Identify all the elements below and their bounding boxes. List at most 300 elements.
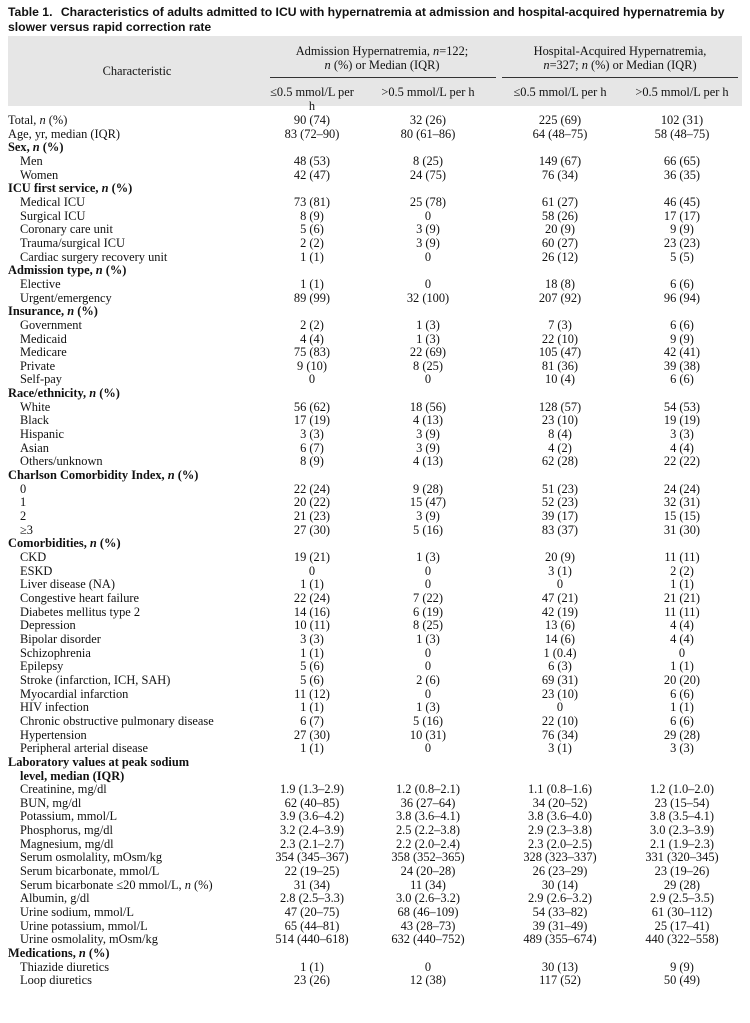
table-row bbox=[8, 210, 742, 224]
cell-admission-slow: 4 (4) bbox=[300, 331, 324, 346]
table-row bbox=[8, 974, 742, 988]
cell-hospital-slow: 39 (31–49) bbox=[532, 918, 588, 933]
row-label: Men bbox=[20, 154, 43, 168]
row-label: Medical ICU bbox=[20, 195, 86, 209]
cell-hospital-slow: 225 (69) bbox=[538, 113, 582, 127]
row-label: Charlson Comorbidity Index, n (%) bbox=[8, 469, 199, 483]
table-row bbox=[8, 264, 742, 278]
cell-hospital-slow bbox=[498, 387, 622, 401]
cell-admission-slow bbox=[266, 141, 358, 155]
cell-admission-fast: 18 (56) bbox=[409, 399, 447, 414]
row-label: Government bbox=[20, 318, 82, 332]
cell-hospital-slow: 69 (31) bbox=[541, 672, 579, 687]
cell-hospital-fast: 9 (9) bbox=[670, 959, 694, 974]
cell-hospital-fast: 29 (28) bbox=[663, 727, 701, 742]
table-row bbox=[8, 892, 742, 906]
cell-hospital-fast: 2 (2) bbox=[670, 563, 694, 578]
cell-admission-fast: 0 bbox=[424, 249, 432, 264]
cell-hospital-slow: 4 (2) bbox=[548, 440, 572, 455]
cell-admission-slow: 73 (81) bbox=[293, 194, 331, 209]
row-label: Trauma/surgical ICU bbox=[20, 236, 125, 250]
table-container bbox=[8, 3, 742, 988]
row-label: Stroke (infarction, ICH, SAH) bbox=[20, 673, 171, 687]
cell-hospital-slow: 2.3 (2.0–2.5) bbox=[527, 836, 592, 851]
cell-hospital-slow: 10 (4) bbox=[545, 372, 575, 387]
row-label: Congestive heart failure bbox=[20, 591, 140, 605]
cell-hospital-fast: 20 (20) bbox=[663, 672, 701, 687]
cell-hospital-slow: 58 (26) bbox=[541, 208, 579, 223]
cell-admission-fast bbox=[358, 756, 498, 770]
cell-admission-slow: 56 (62) bbox=[293, 399, 331, 414]
cell-admission-fast: 0 bbox=[424, 563, 432, 578]
table-row bbox=[8, 483, 742, 497]
cell-admission-slow: 1 (1) bbox=[300, 700, 324, 715]
cell-admission-slow bbox=[266, 182, 358, 196]
cell-admission-slow: 2.3 (2.1–2.7) bbox=[279, 836, 344, 851]
cell-admission-fast bbox=[358, 264, 498, 278]
cell-hospital-slow: 47 (21) bbox=[541, 590, 579, 605]
cell-admission-slow: 5 (6) bbox=[300, 222, 324, 237]
cell-admission-fast: 8 (25) bbox=[413, 618, 443, 633]
cell-admission-fast: 25 (78) bbox=[409, 194, 447, 209]
table-row bbox=[8, 319, 742, 333]
cell-admission-slow: 47 (20–75) bbox=[284, 905, 340, 920]
cell-admission-slow: 6 (7) bbox=[300, 713, 324, 728]
cell-hospital-fast: 6 (6) bbox=[670, 372, 694, 387]
cell-hospital-slow: 14 (6) bbox=[545, 631, 575, 646]
cell-hospital-slow: 207 (92) bbox=[538, 290, 582, 305]
cell-admission-fast: 24 (20–28) bbox=[400, 864, 456, 879]
row-label: Hypertension bbox=[20, 728, 87, 742]
row-label: Urine sodium, mmol/L bbox=[20, 906, 134, 920]
cell-admission-fast bbox=[358, 537, 498, 551]
cell-admission-fast: 6 (19) bbox=[413, 604, 443, 619]
cell-hospital-fast: 15 (15) bbox=[663, 509, 701, 524]
cell-hospital-fast bbox=[622, 756, 742, 770]
row-label: Elective bbox=[20, 277, 61, 291]
cell-hospital-fast bbox=[622, 947, 742, 961]
cell-hospital-fast: 1 (1) bbox=[670, 577, 694, 592]
cell-admission-slow: 22 (24) bbox=[293, 481, 331, 496]
cell-admission-slow: 354 (345–367) bbox=[275, 850, 349, 865]
table-row bbox=[8, 442, 742, 456]
table-row bbox=[8, 838, 742, 852]
cell-hospital-fast: 3 (3) bbox=[670, 427, 694, 442]
row-label: White bbox=[20, 400, 51, 414]
cell-admission-fast bbox=[358, 141, 498, 155]
cell-hospital-slow: 489 (355–674) bbox=[523, 932, 597, 947]
table-row bbox=[8, 578, 742, 592]
cell-hospital-fast bbox=[622, 182, 742, 196]
cell-admission-slow: 1 (1) bbox=[300, 645, 324, 660]
cell-admission-slow: 2 (2) bbox=[300, 235, 324, 250]
row-label: Serum bicarbonate ≤20 mmol/L, n (%) bbox=[20, 878, 213, 892]
cell-admission-fast: 3 (9) bbox=[416, 440, 440, 455]
cell-admission-fast: 632 (440–752) bbox=[391, 932, 465, 947]
cell-hospital-fast: 96 (94) bbox=[663, 290, 701, 305]
cell-admission-slow: 1 (1) bbox=[300, 741, 324, 756]
cell-admission-slow: 1 (1) bbox=[300, 249, 324, 264]
cell-hospital-fast: 42 (41) bbox=[663, 345, 701, 360]
cell-hospital-slow: 18 (8) bbox=[545, 276, 575, 291]
cell-hospital-fast: 23 (15–54) bbox=[654, 795, 710, 810]
cell-hospital-slow: 0 bbox=[556, 700, 564, 715]
row-label: Medications, n (%) bbox=[8, 947, 110, 961]
cell-admission-fast: 12 (38) bbox=[409, 973, 447, 988]
table-row bbox=[8, 305, 742, 319]
table-row bbox=[8, 865, 742, 879]
row-label: Cardiac surgery recovery unit bbox=[20, 250, 168, 264]
cell-admission-slow: 8 (9) bbox=[300, 208, 324, 223]
cell-hospital-fast: 23 (23) bbox=[663, 235, 701, 250]
cell-admission-fast: 1 (3) bbox=[416, 700, 440, 715]
cell-hospital-fast: 2.9 (2.5–3.5) bbox=[649, 891, 714, 906]
cell-hospital-fast: 9 (9) bbox=[670, 222, 694, 237]
table-row bbox=[8, 783, 742, 797]
cell-hospital-fast: 3 (3) bbox=[670, 741, 694, 756]
cell-hospital-fast bbox=[622, 141, 742, 155]
row-label: 1 bbox=[20, 496, 27, 510]
cell-admission-fast: 0 bbox=[424, 645, 432, 660]
cell-admission-slow: 27 (30) bbox=[293, 522, 331, 537]
row-label: ≥3 bbox=[20, 523, 33, 537]
cell-admission-fast: 5 (16) bbox=[413, 713, 443, 728]
cell-hospital-slow: 149 (67) bbox=[538, 153, 582, 168]
row-label: Depression bbox=[20, 619, 76, 633]
table-row bbox=[8, 810, 742, 824]
cell-hospital-slow bbox=[498, 264, 622, 278]
row-label: Serum bicarbonate, mmol/L bbox=[20, 865, 160, 879]
table-row bbox=[8, 660, 742, 674]
row-label: Liver disease (NA) bbox=[20, 578, 115, 592]
table-caption-text: Characteristics of adults admitted to ICU with hypernatremia at admission and hospital-acquired hypernatremia by slower versus rapid correction rate bbox=[8, 5, 725, 34]
cell-admission-slow: 14 (16) bbox=[293, 604, 331, 619]
table-row bbox=[8, 496, 742, 510]
cell-hospital-slow: 7 (3) bbox=[548, 317, 572, 332]
cell-hospital-fast: 6 (6) bbox=[670, 713, 694, 728]
cell-admission-fast: 2.2 (2.0–2.4) bbox=[395, 836, 460, 851]
cell-admission-slow: 83 (72–90) bbox=[284, 126, 340, 141]
cell-hospital-fast: 17 (17) bbox=[663, 208, 701, 223]
table-row bbox=[8, 141, 742, 155]
cell-hospital-slow: 13 (6) bbox=[545, 618, 575, 633]
cell-admission-slow: 5 (6) bbox=[300, 672, 324, 687]
cell-hospital-slow: 105 (47) bbox=[538, 345, 582, 360]
cell-hospital-slow: 117 (52) bbox=[539, 973, 581, 988]
row-label: HIV infection bbox=[20, 701, 89, 715]
cell-hospital-slow: 42 (19) bbox=[541, 604, 579, 619]
cell-admission-fast: 1 (3) bbox=[416, 317, 440, 332]
row-label: Surgical ICU bbox=[20, 209, 86, 223]
cell-hospital-fast: 22 (22) bbox=[663, 454, 701, 469]
table-row bbox=[8, 756, 742, 770]
cell-hospital-fast: 50 (49) bbox=[663, 973, 701, 988]
row-label: Race/ethnicity, n (%) bbox=[8, 387, 120, 401]
cell-admission-slow: 22 (24) bbox=[293, 590, 331, 605]
cell-hospital-slow: 23 (10) bbox=[541, 686, 579, 701]
table-row bbox=[8, 947, 742, 961]
cell-hospital-fast: 25 (17–41) bbox=[654, 918, 710, 933]
row-label: Urine osmolality, mOsm/kg bbox=[20, 933, 158, 947]
cell-admission-slow: 48 (53) bbox=[293, 153, 331, 168]
table-body bbox=[8, 106, 742, 988]
cell-admission-fast: 0 bbox=[424, 741, 432, 756]
table-row bbox=[8, 510, 742, 524]
header-hospital-slow: ≤0.5 mmol/L per h bbox=[513, 85, 607, 99]
row-label: Thiazide diuretics bbox=[20, 960, 110, 974]
header-admission-fast: >0.5 mmol/L per h bbox=[381, 85, 475, 99]
cell-hospital-fast: 29 (28) bbox=[663, 877, 701, 892]
table-row bbox=[8, 688, 742, 702]
row-label: 2 bbox=[20, 510, 27, 524]
row-label: ESKD bbox=[20, 564, 53, 578]
cell-hospital-fast: 11 (11) bbox=[664, 550, 700, 564]
table-row bbox=[8, 387, 742, 401]
cell-hospital-slow: 30 (14) bbox=[541, 877, 579, 892]
cell-hospital-fast: 32 (31) bbox=[663, 495, 701, 510]
cell-admission-slow: 1 (1) bbox=[300, 276, 324, 291]
cell-admission-slow: 11 (12) bbox=[294, 686, 330, 701]
table-row bbox=[8, 524, 742, 538]
cell-admission-fast: 3 (9) bbox=[416, 509, 440, 524]
cell-admission-fast: 32 (100) bbox=[406, 290, 450, 305]
row-label: Urgent/emergency bbox=[20, 291, 112, 305]
cell-admission-fast: 0 bbox=[424, 686, 432, 701]
row-label: Admission type, n (%) bbox=[8, 264, 127, 278]
cell-admission-slow bbox=[266, 770, 358, 784]
header-characteristic: Characteristic bbox=[102, 64, 172, 78]
cell-hospital-slow: 30 (13) bbox=[541, 959, 579, 974]
cell-hospital-slow: 81 (36) bbox=[541, 358, 579, 373]
cell-hospital-slow bbox=[498, 770, 622, 784]
cell-hospital-fast: 66 (65) bbox=[663, 153, 701, 168]
row-label: ICU first service, n (%) bbox=[8, 182, 133, 196]
cell-hospital-slow: 22 (10) bbox=[541, 713, 579, 728]
table-row bbox=[8, 933, 742, 947]
cell-hospital-fast bbox=[622, 770, 742, 784]
header-group-hospital-line1: Hospital-Acquired Hypernatremia, bbox=[533, 44, 707, 58]
cell-hospital-fast: 31 (30) bbox=[663, 522, 701, 537]
cell-hospital-fast: 61 (30–112) bbox=[651, 905, 713, 920]
cell-hospital-fast bbox=[622, 469, 742, 483]
table-row bbox=[8, 565, 742, 579]
cell-admission-fast: 0 bbox=[424, 208, 432, 223]
cell-hospital-slow: 54 (33–82) bbox=[532, 905, 588, 920]
cell-admission-fast: 3.8 (3.6–4.1) bbox=[395, 809, 460, 824]
cell-admission-fast: 5 (16) bbox=[413, 522, 443, 537]
cell-hospital-fast: 2.1 (1.9–2.3) bbox=[649, 836, 714, 851]
cell-admission-fast: 24 (75) bbox=[409, 167, 447, 182]
table-row bbox=[8, 633, 742, 647]
row-label: 0 bbox=[20, 482, 27, 496]
cell-hospital-fast: 6 (6) bbox=[670, 686, 694, 701]
cell-hospital-fast: 4 (4) bbox=[670, 631, 694, 646]
table-row bbox=[8, 223, 742, 237]
cell-hospital-slow: 1.1 (0.8–1.6) bbox=[527, 782, 592, 797]
cell-hospital-fast: 19 (19) bbox=[663, 413, 701, 428]
cell-admission-slow: 65 (44–81) bbox=[284, 918, 340, 933]
table-row bbox=[8, 619, 742, 633]
cell-admission-fast: 1 (3) bbox=[416, 631, 440, 646]
table-row bbox=[8, 551, 742, 565]
table-row bbox=[8, 742, 742, 756]
cell-admission-fast bbox=[358, 469, 498, 483]
cell-admission-fast: 43 (28–73) bbox=[400, 918, 456, 933]
cell-hospital-slow: 52 (23) bbox=[541, 495, 579, 510]
row-label: Others/unknown bbox=[20, 455, 103, 469]
table-row bbox=[8, 292, 742, 306]
cell-admission-slow: 75 (83) bbox=[293, 345, 331, 360]
header-rule-admission bbox=[270, 77, 496, 78]
cell-hospital-slow: 3 (1) bbox=[548, 741, 572, 756]
table-row bbox=[8, 128, 742, 142]
row-label: Loop diuretics bbox=[20, 974, 92, 988]
cell-admission-fast: 11 (34) bbox=[410, 877, 446, 892]
row-label: Comorbidities, n (%) bbox=[8, 537, 121, 551]
row-label: Women bbox=[20, 168, 59, 182]
cell-admission-slow bbox=[266, 947, 358, 961]
cell-admission-slow: 3.9 (3.6–4.2) bbox=[279, 809, 344, 824]
cell-hospital-fast: 1.2 (1.0–2.0) bbox=[649, 782, 714, 797]
cell-admission-slow: 89 (99) bbox=[293, 290, 331, 305]
cell-admission-slow: 514 (440–618) bbox=[275, 932, 349, 947]
table-row bbox=[8, 469, 742, 483]
table-row bbox=[8, 537, 742, 551]
cell-admission-slow: 62 (40–85) bbox=[284, 795, 340, 810]
cell-hospital-slow: 3 (1) bbox=[548, 563, 572, 578]
cell-hospital-fast: 3.8 (3.5–4.1) bbox=[649, 809, 714, 824]
cell-admission-fast bbox=[358, 947, 498, 961]
row-label: Self-pay bbox=[20, 373, 62, 387]
cell-admission-fast: 15 (47) bbox=[409, 495, 447, 510]
header-rule-hospital bbox=[502, 77, 738, 78]
header-group-admission-line2: n (%) or Median (IQR) bbox=[324, 58, 440, 72]
table-header bbox=[8, 36, 742, 113]
cell-admission-slow: 10 (11) bbox=[294, 618, 330, 633]
cell-admission-slow: 20 (22) bbox=[293, 495, 331, 510]
cell-hospital-slow: 62 (28) bbox=[541, 454, 579, 469]
row-label: Sex, n (%) bbox=[8, 141, 64, 155]
cell-admission-fast: 3 (9) bbox=[416, 427, 440, 442]
cell-hospital-slow: 3.8 (3.6–4.0) bbox=[527, 809, 592, 824]
cell-admission-slow bbox=[266, 387, 358, 401]
cell-hospital-fast: 0 bbox=[678, 645, 686, 660]
cell-admission-fast: 68 (46–109) bbox=[397, 905, 459, 920]
cell-admission-slow: 27 (30) bbox=[293, 727, 331, 742]
table-row bbox=[8, 373, 742, 387]
cell-hospital-slow: 26 (12) bbox=[541, 249, 579, 264]
header-group-hospital-line2: n=327; n (%) or Median (IQR) bbox=[543, 58, 697, 72]
row-label: Peripheral arterial disease bbox=[20, 742, 148, 756]
cell-admission-fast: 32 (26) bbox=[409, 113, 447, 127]
header-group-hospital bbox=[498, 44, 742, 72]
cell-admission-slow: 0 bbox=[308, 372, 316, 387]
cell-hospital-fast: 4 (4) bbox=[670, 618, 694, 633]
cell-hospital-fast: 39 (38) bbox=[663, 358, 701, 373]
cell-admission-fast: 8 (25) bbox=[413, 358, 443, 373]
cell-hospital-slow: 0 bbox=[556, 577, 564, 592]
cell-hospital-slow: 23 (10) bbox=[541, 413, 579, 428]
cell-admission-slow: 42 (47) bbox=[293, 167, 331, 182]
cell-admission-slow: 22 (19–25) bbox=[284, 864, 340, 879]
cell-hospital-slow bbox=[498, 537, 622, 551]
cell-admission-fast bbox=[358, 182, 498, 196]
cell-admission-slow bbox=[266, 469, 358, 483]
cell-hospital-slow bbox=[498, 305, 622, 319]
cell-hospital-slow bbox=[498, 182, 622, 196]
cell-admission-fast: 0 bbox=[424, 659, 432, 674]
table-row bbox=[8, 196, 742, 210]
table-row bbox=[8, 237, 742, 251]
cell-hospital-fast: 331 (320–345) bbox=[645, 850, 719, 865]
header-hospital-fast: >0.5 mmol/L per h bbox=[635, 85, 729, 99]
row-label: Coronary care unit bbox=[20, 223, 113, 237]
cell-admission-fast: 7 (22) bbox=[413, 590, 443, 605]
row-label: Serum osmolality, mOsm/kg bbox=[20, 851, 163, 865]
cell-hospital-slow: 26 (23–29) bbox=[532, 864, 588, 879]
cell-hospital-fast: 58 (48–75) bbox=[654, 126, 710, 141]
table-row bbox=[8, 278, 742, 292]
cell-admission-fast bbox=[358, 305, 498, 319]
header-admission-slow: ≤0.5 mmol/L per h bbox=[270, 85, 354, 113]
table-row bbox=[8, 674, 742, 688]
row-label: Private bbox=[20, 359, 56, 373]
cell-hospital-fast: 440 (322–558) bbox=[645, 932, 719, 947]
cell-hospital-slow: 51 (23) bbox=[541, 481, 579, 496]
table-row bbox=[8, 824, 742, 838]
cell-admission-slow: 3 (3) bbox=[300, 427, 324, 442]
cell-hospital-fast: 24 (24) bbox=[663, 481, 701, 496]
table-row bbox=[8, 401, 742, 415]
row-label: level, median (IQR) bbox=[20, 769, 125, 783]
row-label: Insurance, n (%) bbox=[8, 305, 98, 319]
cell-hospital-slow: 60 (27) bbox=[541, 235, 579, 250]
cell-hospital-fast: 3.0 (2.3–3.9) bbox=[649, 823, 714, 838]
cell-admission-slow: 90 (74) bbox=[293, 113, 331, 127]
table-row bbox=[8, 879, 742, 893]
cell-admission-fast: 1 (3) bbox=[416, 550, 440, 564]
cell-hospital-slow: 2.9 (2.6–3.2) bbox=[527, 891, 592, 906]
row-label: Schizophrenia bbox=[20, 646, 91, 660]
row-label: Medicare bbox=[20, 346, 67, 360]
cell-hospital-fast: 1 (1) bbox=[670, 659, 694, 674]
cell-hospital-slow: 128 (57) bbox=[538, 399, 582, 414]
row-label: Chronic obstructive pulmonary disease bbox=[20, 714, 214, 728]
cell-hospital-slow: 76 (34) bbox=[541, 167, 579, 182]
cell-admission-fast: 2.5 (2.2–3.8) bbox=[395, 823, 460, 838]
table-row bbox=[8, 715, 742, 729]
cell-hospital-slow: 328 (323–337) bbox=[523, 850, 597, 865]
cell-admission-fast: 1.2 (0.8–2.1) bbox=[395, 782, 460, 797]
cell-hospital-slow bbox=[498, 947, 622, 961]
cell-hospital-fast: 9 (9) bbox=[670, 331, 694, 346]
table-row bbox=[8, 169, 742, 183]
cell-hospital-fast: 5 (5) bbox=[670, 249, 694, 264]
header-group-admission bbox=[266, 44, 498, 72]
cell-hospital-slow: 64 (48–75) bbox=[532, 126, 588, 141]
table-caption bbox=[8, 3, 742, 36]
row-label: Laboratory values at peak sodium bbox=[8, 755, 190, 769]
table-row bbox=[8, 647, 742, 661]
table-row bbox=[8, 428, 742, 442]
table-row bbox=[8, 333, 742, 347]
cell-admission-slow: 1 (1) bbox=[300, 959, 324, 974]
table-row bbox=[8, 455, 742, 469]
cell-admission-slow: 17 (19) bbox=[293, 413, 331, 428]
cell-hospital-fast: 1 (1) bbox=[670, 700, 694, 715]
cell-admission-fast: 80 (61–86) bbox=[400, 126, 456, 141]
table-row bbox=[8, 770, 742, 784]
